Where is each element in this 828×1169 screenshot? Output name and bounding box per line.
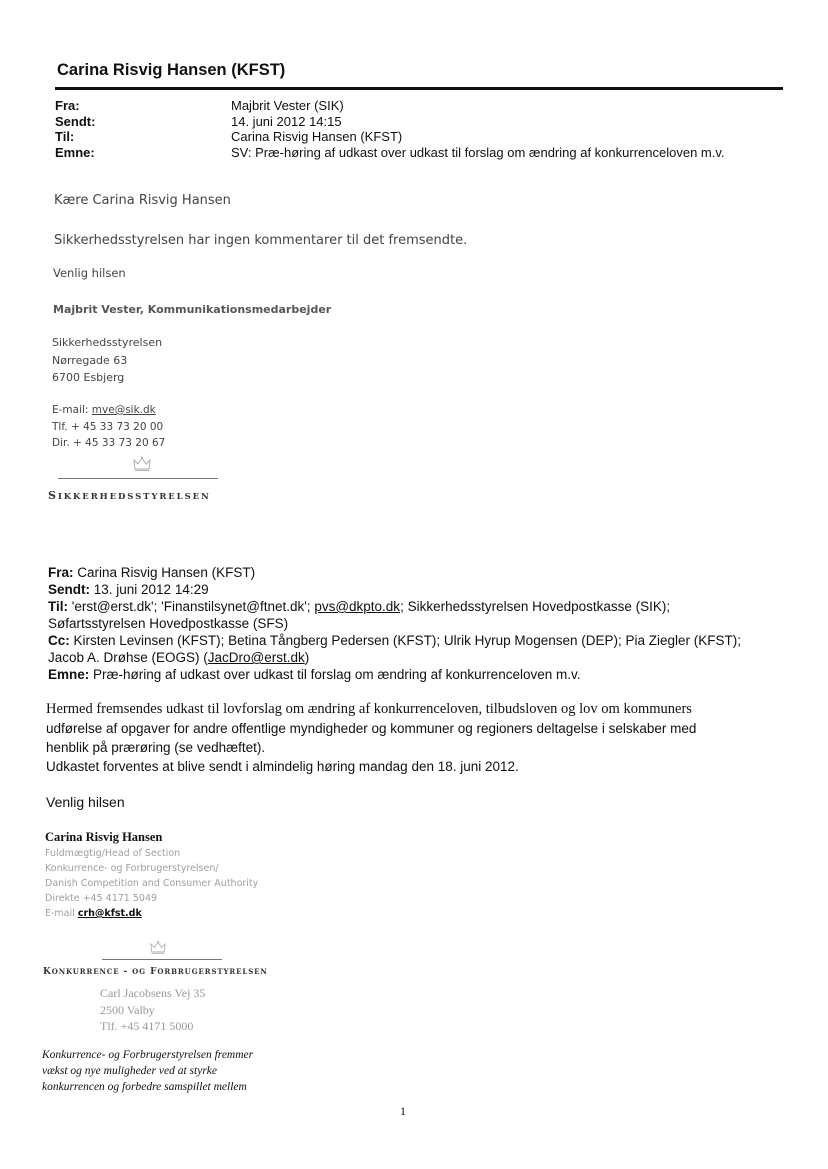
reply-address — [52, 334, 162, 387]
header-label: Fra: — [55, 98, 80, 113]
signature-title: Fuldmægtig/Head of Section — [45, 848, 181, 859]
signature-phone: Tlf. +45 4171 5000 — [100, 1019, 194, 1033]
body-line-4: Udkastet forventes at blive sendt i almindelig høring mandag den 18. juni 2012. — [46, 759, 519, 774]
fwd-from — [48, 564, 741, 581]
fwd-cc-part2: ) — [304, 650, 310, 665]
fwd-from-label: Fra: — [48, 565, 74, 580]
signature-email-link[interactable]: crh@kfst.dk — [77, 908, 142, 919]
reply-regards: Venlig hilsen — [53, 266, 126, 280]
fwd-cc-line2 — [48, 649, 741, 666]
kfst-logo-text: KONKURRENCE - OG FORBRUGERSTYRELSEN — [43, 967, 268, 977]
fwd-sent-label: Sendt: — [48, 582, 90, 597]
fwd-to-part2: ; Sikkerhedsstyrelsen Hovedpostkasse (SIK); — [400, 599, 671, 614]
fwd-to-label: Til: — [48, 599, 68, 614]
reply-direct: Dir. + 45 33 73 20 67 — [52, 437, 166, 449]
crown-icon — [133, 456, 151, 472]
reply-phone: Tlf. + 45 33 73 20 00 — [52, 420, 164, 433]
reply-body: Sikkerhedsstyrelsen har ingen kommentarer til det fremsendte. — [54, 233, 468, 248]
reply-email-line — [52, 402, 165, 419]
body-line-2: udførelse af opgaver for andre offentlige myndigheder og kommuner og regioners deltagelse i selskaber med — [46, 721, 697, 736]
signature-info — [45, 846, 258, 921]
header-label: Sendt: — [55, 113, 96, 129]
signature-email-label: E-mail — [45, 908, 78, 919]
signature-org-da: Konkurrence- og Forbrugerstyrelsen/ — [45, 863, 219, 874]
signature-name: Carina Risvig Hansen — [45, 830, 163, 844]
signature-direct: Direkte +45 4171 5049 — [45, 893, 158, 904]
signature-city: 2500 Valby — [100, 1002, 155, 1017]
forwarded-header — [48, 564, 741, 683]
body-line-3: henblik på prærøring (se vedhæftet). — [46, 740, 266, 755]
signature-slogan — [42, 1047, 253, 1095]
fwd-cc-part1: Jacob A. Drøhse (EOGS) ( — [48, 650, 208, 665]
document-title: Carina Risvig Hansen (KFST) — [57, 61, 286, 79]
fwd-cc — [48, 632, 741, 649]
logo-rule — [58, 478, 218, 479]
signature-street: Carl Jacobsens Vej 35 — [100, 986, 206, 1000]
reply-greeting: Kære Carina Risvig Hansen — [54, 193, 231, 208]
header-value: Majbrit Vester (SIK) — [231, 98, 344, 113]
reply-email-label: E-mail: — [52, 404, 92, 416]
fwd-from-value: Carina Risvig Hansen (KFST) — [73, 565, 256, 580]
slogan-line-3: konkurrencen og forbedre samspillet mellem — [42, 1081, 247, 1093]
body-line-1: Hermed fremsendes udkast til lovforslag om ændring af konkurrenceloven, tilbudsloven og lov om kommuners — [46, 701, 692, 717]
header-value: SV: Præ-høring af udkast over udkast til forslag om ændring af konkurrenceloven m.v. — [231, 144, 725, 160]
slogan-line-2: vækst og nye muligheder ved at styrke — [42, 1065, 217, 1077]
reply-email-link[interactable]: mve@sik.dk — [91, 404, 156, 416]
crown-icon — [150, 940, 166, 955]
fwd-subject — [48, 666, 741, 683]
header-value: 14. juni 2012 14:15 — [231, 113, 342, 129]
page-number: 1 — [400, 1104, 406, 1118]
fwd-to-part1: 'erst@erst.dk'; 'Finanstilsynet@ftnet.dk'; — [68, 599, 315, 614]
fwd-cc-link[interactable]: JacDro@erst.dk — [207, 650, 305, 665]
header-label: Til: — [55, 129, 75, 144]
message-body — [46, 700, 696, 776]
fwd-sent — [48, 581, 741, 598]
signature-email-line — [45, 906, 258, 921]
signature-address — [100, 985, 205, 1035]
fwd-to-line2: Søfartsstyrelsen Hovedpostkasse (SFS) — [48, 616, 289, 631]
reply-contact — [52, 402, 165, 452]
fwd-subject-value: Præ-høring af udkast over udkast til forslag om ændring af konkurrenceloven m.v. — [89, 667, 581, 682]
fwd-to-link[interactable]: pvs@dkpto.dk — [314, 599, 401, 614]
fwd-sent-value: 13. juni 2012 14:29 — [90, 582, 209, 597]
signature-org-en: Danish Competition and Consumer Authority — [45, 878, 259, 889]
fwd-to — [48, 598, 741, 615]
header-value: Carina Risvig Hansen (KFST) — [231, 129, 403, 144]
reply-city: 6700 Esbjerg — [52, 371, 125, 384]
signature-regards: Venlig hilsen — [46, 794, 125, 810]
reply-street: Nørregade 63 — [52, 353, 128, 367]
slogan-line-1: Konkurrence- og Forbrugerstyrelsen fremmer — [42, 1049, 254, 1061]
sik-logo-text: SIKKERHEDSSTYRELSEN — [48, 489, 211, 502]
fwd-cc-line1: Kirsten Levinsen (KFST); Betina Tångberg Pedersen (KFST); Ulrik Hyrup Mogensen (DEP); Pia Ziegler (KFST); — [69, 633, 742, 648]
title-rule — [55, 87, 783, 90]
logo-rule — [102, 959, 222, 960]
reply-org: Sikkerhedsstyrelsen — [52, 336, 163, 349]
fwd-cc-label: Cc: — [48, 633, 70, 648]
reply-signature-name: Majbrit Vester, Kommunikationsmedarbejder — [53, 303, 332, 316]
fwd-subject-label: Emne: — [48, 667, 90, 682]
header-label: Emne: — [55, 144, 95, 160]
